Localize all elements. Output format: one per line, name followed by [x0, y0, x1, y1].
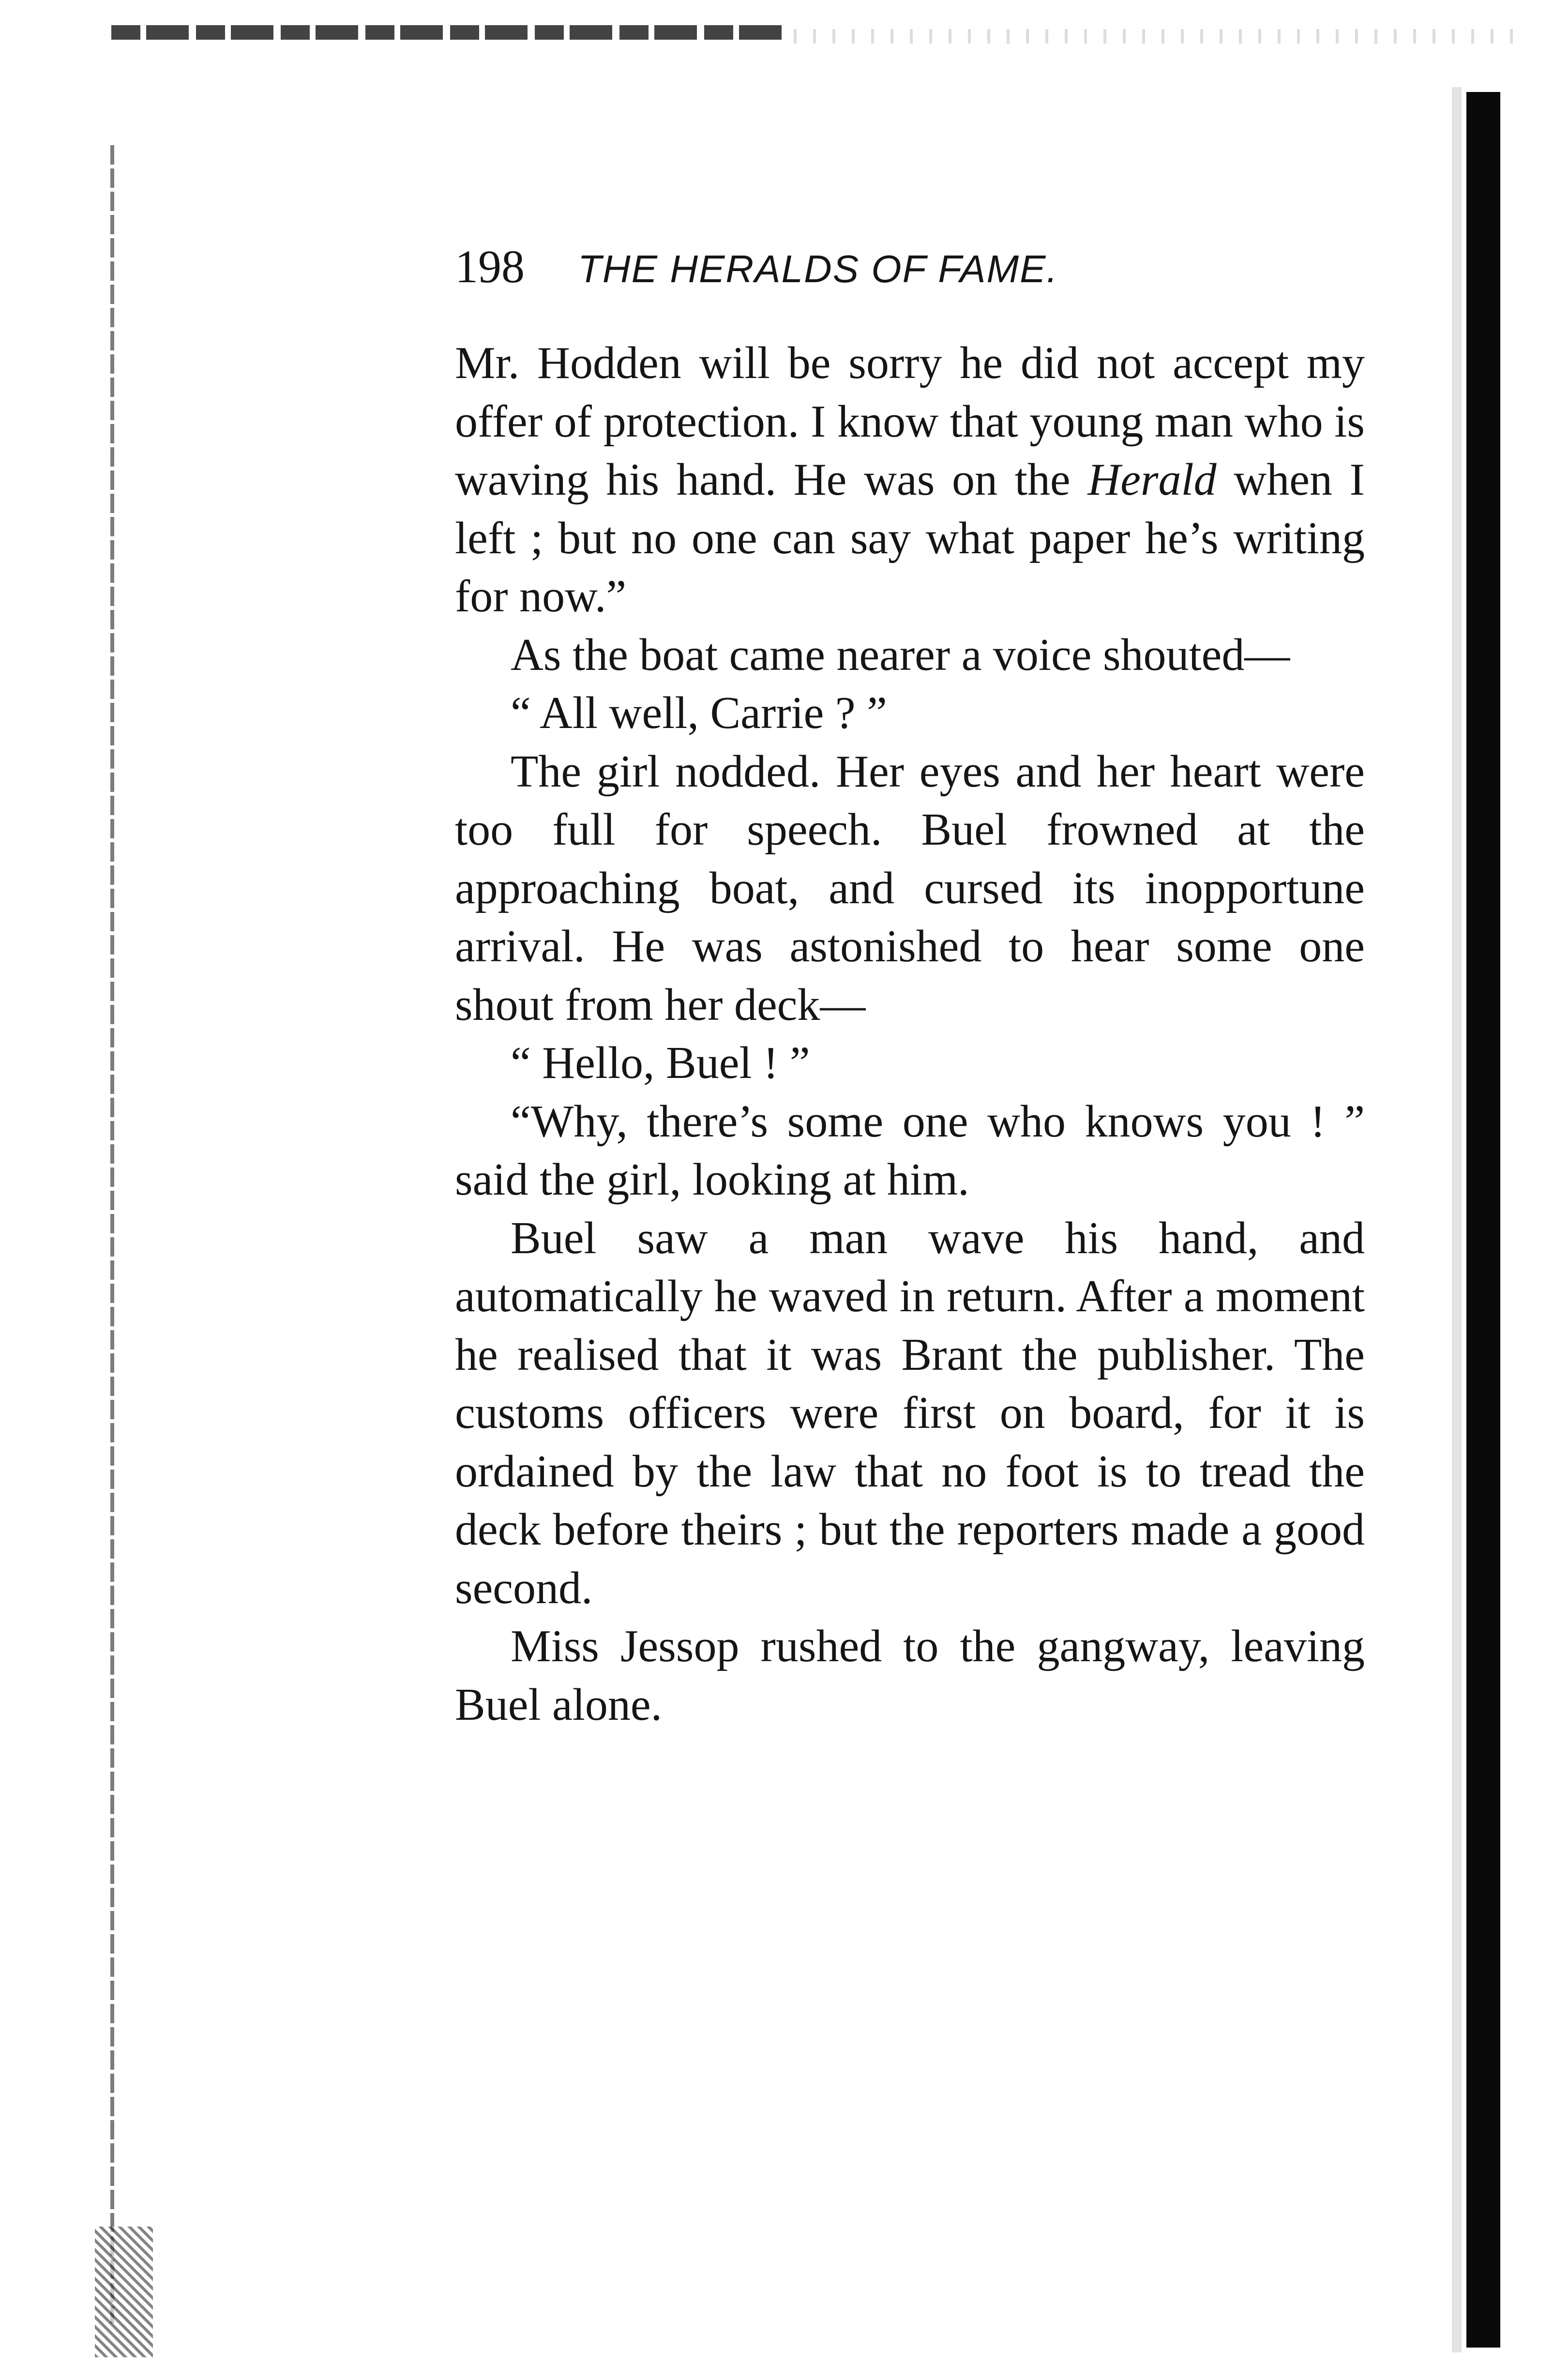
scan-right-edge-shadow	[1452, 87, 1462, 2352]
running-head	[455, 240, 1374, 307]
running-title: THE HERALDS OF FAME.	[578, 247, 1058, 290]
paragraph-4: The girl nodded. Her eyes and her heart were too full for speech. Buel frowned at the approaching boat, and cursed its inopportune arrival. He was astonished to hear some one shout from her deck—	[455, 746, 1365, 1030]
paragraph-7: Buel saw a man wave his hand, and automatically he waved in return. After a moment he realised that it was Brant the publisher. The customs officers were first on board, for it is ordained by the law that no foot is to tread the deck before theirs ; but the reporters made a good second.	[455, 1213, 1365, 1613]
scan-right-binding-bar	[1466, 92, 1500, 2348]
body-text	[455, 334, 1365, 1734]
paragraph-3: “ All well, Carrie ? ”	[511, 688, 887, 738]
paragraph-5: “ Hello, Buel ! ”	[511, 1038, 810, 1088]
paragraph-8: Miss Jessop rushed to the gangway, leaving Buel alone.	[455, 1621, 1365, 1730]
scan-left-foot-smudge	[95, 2227, 153, 2357]
page-number: 198	[455, 241, 525, 292]
scan-top-speckle	[794, 29, 1520, 44]
paragraph-1-text: Mr. Hodden will be sorry he did not accept my offer of protection. I know that young man who is waving his hand. He was on the	[455, 338, 1365, 505]
paragraph-2: As the boat came nearer a voice shouted—	[511, 629, 1290, 680]
scan-top-rule	[111, 25, 789, 40]
paragraph-1-text-end: when I left ; but no one can say what paper he’s writing for now.”	[455, 455, 1365, 622]
newspaper-title: Herald	[1087, 455, 1217, 505]
scan-left-edge	[110, 145, 114, 2323]
paragraph-1	[455, 334, 1365, 626]
paragraph-6: “Why, there’s some one who knows you ! ” said the girl, looking at him.	[455, 1096, 1365, 1205]
